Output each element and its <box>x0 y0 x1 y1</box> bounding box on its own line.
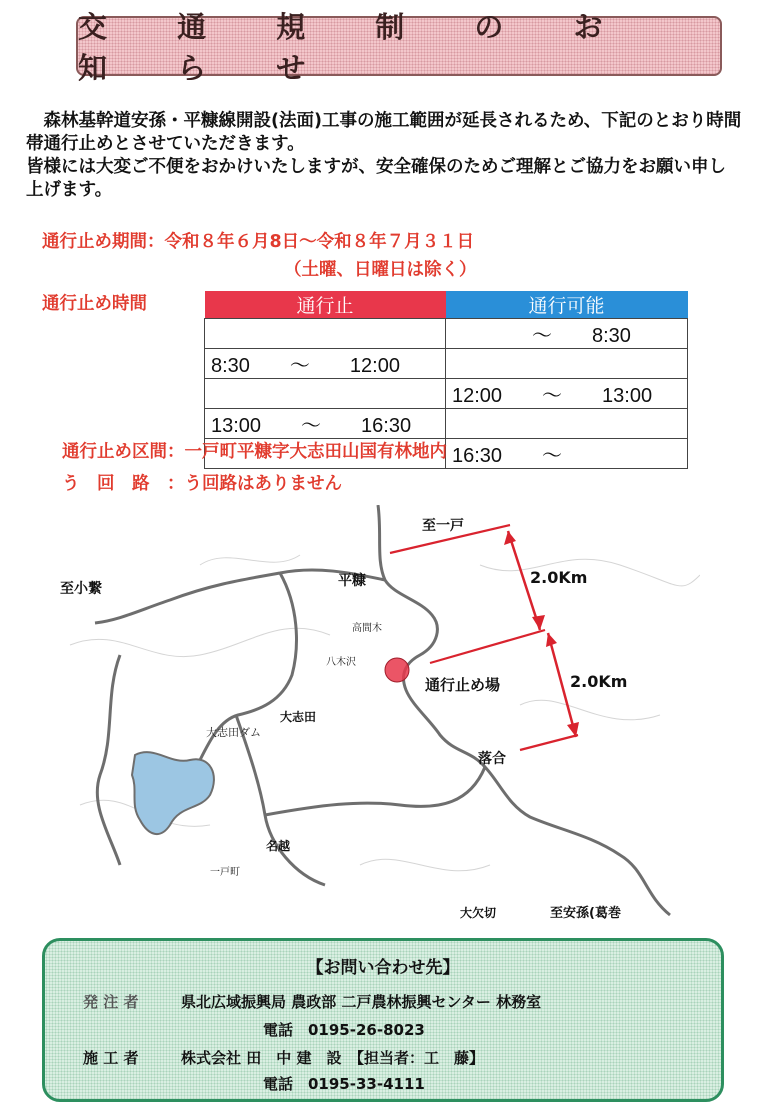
label-okyugiri: 大欠切 <box>460 906 497 920</box>
header-closed: 通行止 <box>205 291 446 319</box>
contact-heading: 【お問い合わせ先】 <box>306 958 460 978</box>
label-yagisawa: 八木沢 <box>326 657 356 668</box>
intro-text <box>26 110 742 202</box>
distance-label-2: 2.0Km <box>570 672 628 691</box>
table-cell <box>446 349 688 379</box>
table-row <box>205 379 688 409</box>
contact-box <box>42 938 724 1102</box>
table-cell <box>205 319 446 349</box>
label-takamaki: 高間木 <box>352 623 382 634</box>
arrow-head <box>504 531 516 545</box>
label-hirannuka: 平糠 <box>338 573 366 589</box>
table-cell <box>205 379 446 409</box>
table-row <box>205 349 688 379</box>
label-oshida-dam: 大志田ダム <box>206 726 261 739</box>
closure-marker <box>385 658 409 682</box>
table-cell: ～ 8:30 <box>446 319 688 349</box>
builder-phone: 電話 0195-33-4111 <box>263 1075 425 1093</box>
label-to-ichinohe: 至一戸 <box>422 518 464 534</box>
distance-arrow-tick <box>520 735 578 750</box>
dam-reservoir <box>132 752 214 834</box>
orderer-phone: 電話 0195-26-8023 <box>263 1021 425 1039</box>
builder-name: 株式会社 田 中 建 設 【担当者：工 藤】 <box>181 1049 484 1067</box>
detour-info: う 回 路 ：う回路はありません <box>62 474 342 494</box>
intro-paragraph-2: 皆様には大変ご不便をおかけいたしますが、安全確保のためご理解とご協力をお願い申し上げます。 <box>26 157 726 200</box>
builder-label: 施 工 者 <box>83 1049 139 1067</box>
table-cell: 13:00 ～ 16:30 <box>205 409 446 439</box>
table-cell: 12:00 ～ 13:00 <box>446 379 688 409</box>
label-ichinohe-town: 一戸町 <box>210 867 240 878</box>
title-banner <box>76 10 722 85</box>
table-row <box>205 409 688 439</box>
closure-period-note: （土曜、日曜日は除く） <box>284 260 477 280</box>
page-title: 交 通 規 制 の お 知 ら せ <box>78 10 633 85</box>
orderer-label: 発 注 者 <box>83 993 139 1011</box>
header-open: 通行可能 <box>446 291 688 319</box>
label-ochiai: 落合 <box>478 751 506 767</box>
table-row <box>205 319 688 349</box>
distance-arrow-tick <box>430 630 545 663</box>
label-to-kotsunagi: 至小繋 <box>60 581 102 597</box>
table-cell: 8:30 ～ 12:00 <box>205 349 446 379</box>
closure-period: 通行止め期間：令和８年６月8日～令和８年７月３１日 <box>42 232 475 252</box>
intro-paragraph-1: 森林基幹道安孫・平糠線開設(法面)工事の施工範囲が延長されるため、下記のとおり時間帯通行止めとさせていただきます。 <box>26 111 742 154</box>
closure-time-label: 通行止め時間 <box>42 294 147 314</box>
orderer-name: 県北広域振興局 農政部 二戸農林振興センター 林務室 <box>181 993 542 1011</box>
table-cell <box>446 409 688 439</box>
distance-label-1: 2.0Km <box>530 568 588 587</box>
label-oshida: 大志田 <box>280 710 317 724</box>
closure-section: 通行止め区間：一戸町平糠字大志田山国有林地内 <box>62 442 447 462</box>
table-cell: 16:30 ～ <box>446 439 688 469</box>
label-to-abiko: 至安孫(葛巻 <box>550 906 621 921</box>
area-map <box>60 505 700 925</box>
label-closure-site: 通行止め場 <box>425 676 501 694</box>
label-nakoshi: 名越 <box>266 839 291 853</box>
